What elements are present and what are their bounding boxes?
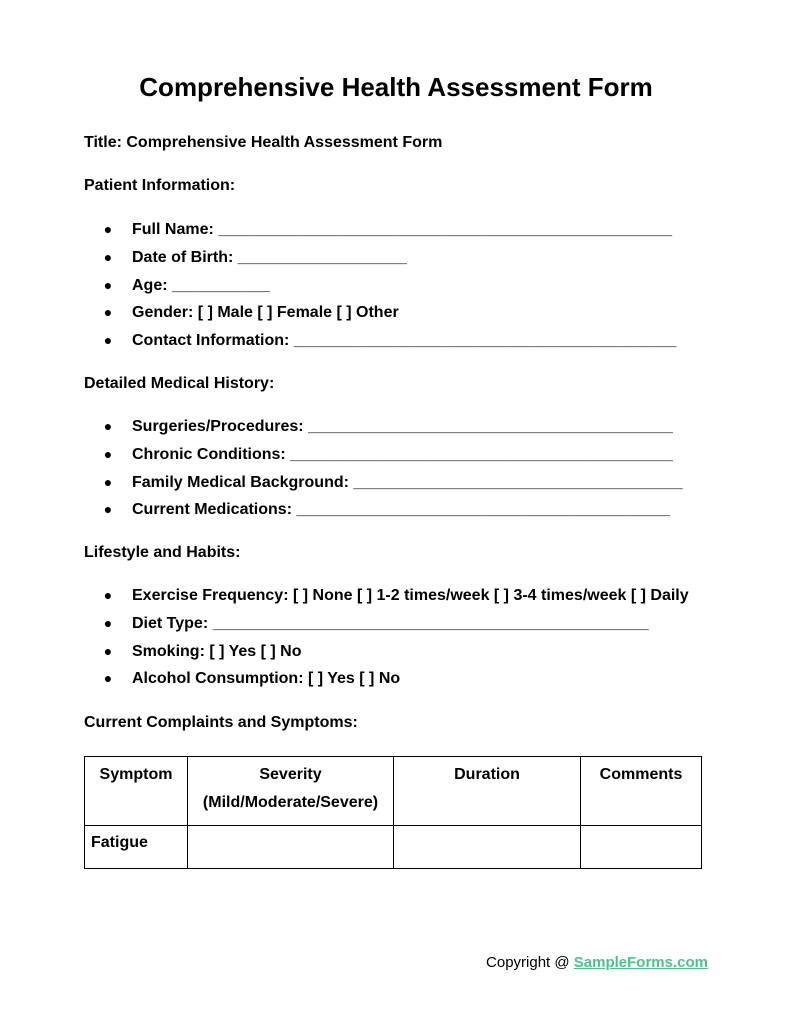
item-text: Family Medical Background: _____________________________________ bbox=[132, 473, 683, 491]
copyright-text: Copyright @ bbox=[486, 954, 574, 971]
section-heading: Lifestyle and Habits: bbox=[84, 544, 241, 561]
list-item: ● Chronic Conditions: ___________________________________________ bbox=[103, 445, 673, 463]
list-item: ● Surgeries/Procedures: _________________________________________ bbox=[103, 418, 673, 435]
list-item: ● Gender: [ ] Male [ ] Female [ ] Other bbox=[103, 304, 399, 322]
header-duration: Duration bbox=[394, 757, 581, 826]
table-row bbox=[85, 826, 702, 869]
section-heading: Detailed Medical History: bbox=[84, 375, 275, 392]
list-item: ● Family Medical Background: _____________________________________ bbox=[103, 473, 683, 491]
header-severity bbox=[188, 757, 394, 826]
item-text: Contact Information: ___________________________________________ bbox=[132, 332, 677, 350]
item-text: Gender: [ ] Male [ ] Female [ ] Other bbox=[132, 304, 399, 322]
item-text: Full Name: ___________________________________________________ bbox=[132, 221, 673, 238]
item-text: Alcohol Consumption: [ ] Yes [ ] No bbox=[132, 670, 401, 688]
list-item: ● Alcohol Consumption: [ ] Yes [ ] No bbox=[103, 670, 401, 688]
list-item: ● Age: ___________ bbox=[103, 276, 270, 294]
table-header-row bbox=[85, 757, 702, 826]
list-item: ● Full Name: ___________________________________________________ bbox=[103, 221, 673, 238]
patient-info-list bbox=[84, 216, 676, 355]
list-item: ● Date of Birth: ___________________ bbox=[103, 248, 407, 266]
list-item: ● Contact Information: ___________________________________________ bbox=[103, 332, 677, 350]
cell-duration[interactable] bbox=[394, 826, 581, 869]
document-title: Comprehensive Health Assessment Form bbox=[139, 72, 653, 102]
item-text: Exercise Frequency: [ ] None [ ] 1-2 times/week [ ] 3-4 times/week [ ] Daily bbox=[132, 587, 689, 604]
list-item: ● Smoking: [ ] Yes [ ] No bbox=[103, 642, 302, 660]
item-text: Current Medications: __________________________________________ bbox=[132, 501, 671, 519]
item-text: Surgeries/Procedures: _________________________________________ bbox=[132, 418, 673, 435]
severity-label: Severity bbox=[259, 766, 322, 783]
item-text: Date of Birth: ___________________ bbox=[132, 248, 407, 266]
symptoms-table bbox=[84, 756, 702, 869]
header-symptom: Symptom bbox=[85, 757, 188, 826]
medical-history-list bbox=[84, 413, 683, 524]
subtitle: Title: Comprehensive Health Assessment Form bbox=[84, 134, 443, 151]
footer-copyright bbox=[486, 954, 708, 971]
item-text: Smoking: [ ] Yes [ ] No bbox=[132, 642, 302, 660]
list-item: ● Diet Type: _________________________________________________ bbox=[103, 614, 649, 632]
cell-comments[interactable] bbox=[581, 826, 702, 869]
list-item: ● Current Medications: __________________________________________ bbox=[103, 501, 671, 519]
lifestyle-list bbox=[84, 582, 689, 693]
section-heading: Patient Information: bbox=[84, 177, 236, 194]
cell-symptom: Fatigue bbox=[85, 826, 188, 869]
item-text: Chronic Conditions: ___________________________________________ bbox=[132, 445, 673, 463]
cell-severity[interactable] bbox=[188, 826, 394, 869]
section-heading: Current Complaints and Symptoms: bbox=[84, 714, 358, 731]
severity-options: (Mild/Moderate/Severe) bbox=[202, 794, 379, 811]
header-comments: Comments bbox=[581, 757, 702, 826]
item-text: Diet Type: _________________________________________________ bbox=[132, 614, 649, 632]
sampleforms-link[interactable]: SampleForms.com bbox=[573, 954, 708, 971]
item-text: Age: ___________ bbox=[132, 276, 270, 294]
list-item: ● Exercise Frequency: [ ] None [ ] 1-2 times/week [ ] 3-4 times/week [ ] Daily bbox=[103, 587, 689, 604]
